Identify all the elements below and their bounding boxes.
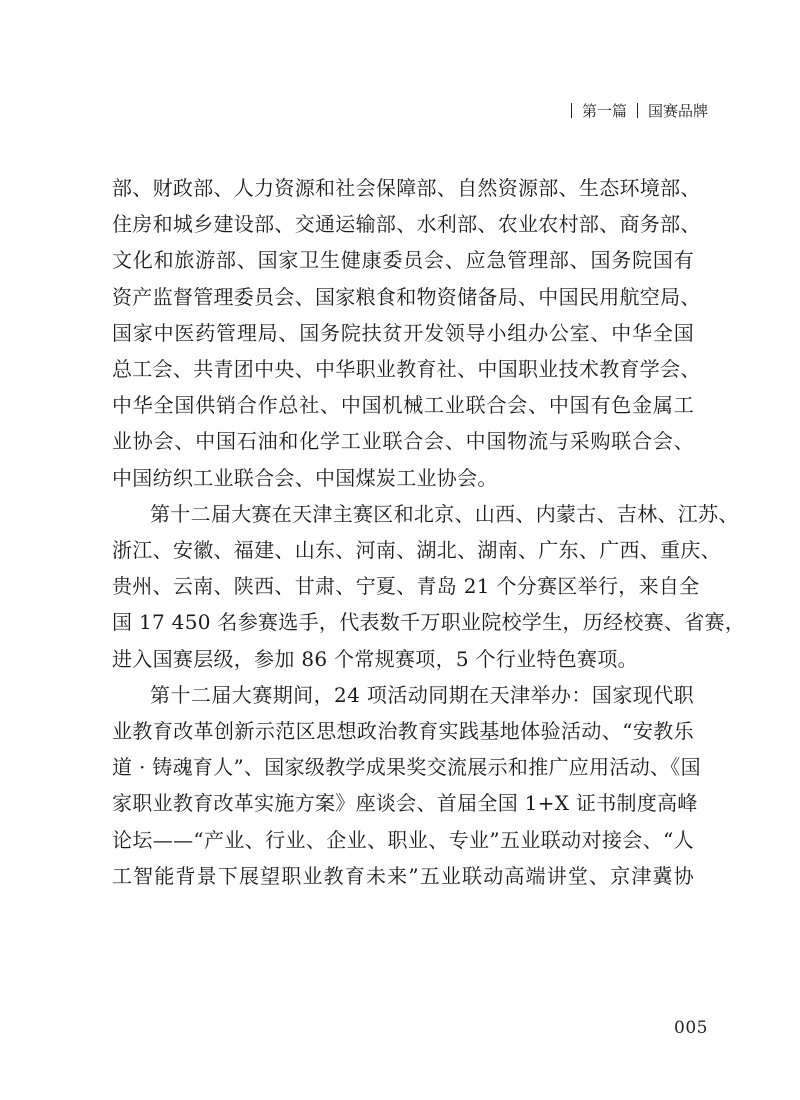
text-line: 国 17 450 名参赛选手，代表数千万职业院校学生，历经校赛、省赛， [112, 610, 746, 635]
text-line: 工智能背景下展望职业教育未来”五业联动高端讲堂、京津冀协 [112, 863, 694, 888]
page-number: 005 [674, 1018, 708, 1038]
text-line: 中华全国供销合作总社、中国机械工业联合会、中国有色金属工 [112, 393, 694, 418]
header-divider-left [571, 103, 572, 118]
text-line: 住房和城乡建设部、交通运输部、水利部、农业农村部、商务部、 [112, 212, 701, 237]
text-line: 家职业教育改革实施方案》座谈会、首届全国 1+X 证书制度高峰 [112, 791, 698, 816]
text-line: 第十二届大赛在天津主赛区和北京、山西、内蒙古、吉林、江苏、 [150, 501, 739, 526]
text-line: 第十二届大赛期间，24 项活动同期在天津举办：国家现代职 [150, 682, 694, 707]
text-line: 贵州、云南、陕西、甘肃、宁夏、青岛 21 个分赛区举行，来自全 [112, 574, 700, 599]
text-line: 资产监督管理委员会、国家粮食和物资储备局、中国民用航空局、 [112, 284, 701, 309]
header-section: 第一篇 [581, 102, 627, 120]
text-line: 业教育改革创新示范区思想政治教育实践基地体验活动、“安教乐 [112, 719, 694, 744]
text-line: 业协会、中国石油和化学工业联合会、中国物流与采购联合会、 [112, 429, 694, 454]
text-line: 浙江、安徽、福建、山东、河南、湖北、湖南、广东、广西、重庆、 [112, 538, 721, 563]
text-line: 国家中医药管理局、国务院扶贫开发领导小组办公室、中华全国 [112, 320, 694, 345]
text-line: 进入国赛层级，参加 86 个常规赛项，5 个行业特色赛项。 [112, 646, 638, 671]
text-line: 道 · 铸魂育人”、国家级教学成果奖交流展示和推广应用活动、《国 [112, 755, 701, 780]
text-line: 部、财政部、人力资源和社会保障部、自然资源部、生态环境部、 [112, 176, 701, 200]
header-divider-mid [637, 103, 638, 118]
header-title: 国赛品牌 [647, 102, 708, 120]
text-line: 文化和旅游部、国家卫生健康委员会、应急管理部、国务院国有 [112, 248, 694, 273]
text-line: 中国纺织工业联合会、中国煤炭工业协会。 [112, 465, 498, 490]
body-text [112, 170, 746, 894]
text-line: 总工会、共青团中央、中华职业教育社、中国职业技术教育学会、 [112, 357, 701, 382]
text-line: 论坛——“产业、行业、企业、职业、专业”五业联动对接会、“人 [112, 827, 694, 852]
running-head [561, 100, 708, 121]
